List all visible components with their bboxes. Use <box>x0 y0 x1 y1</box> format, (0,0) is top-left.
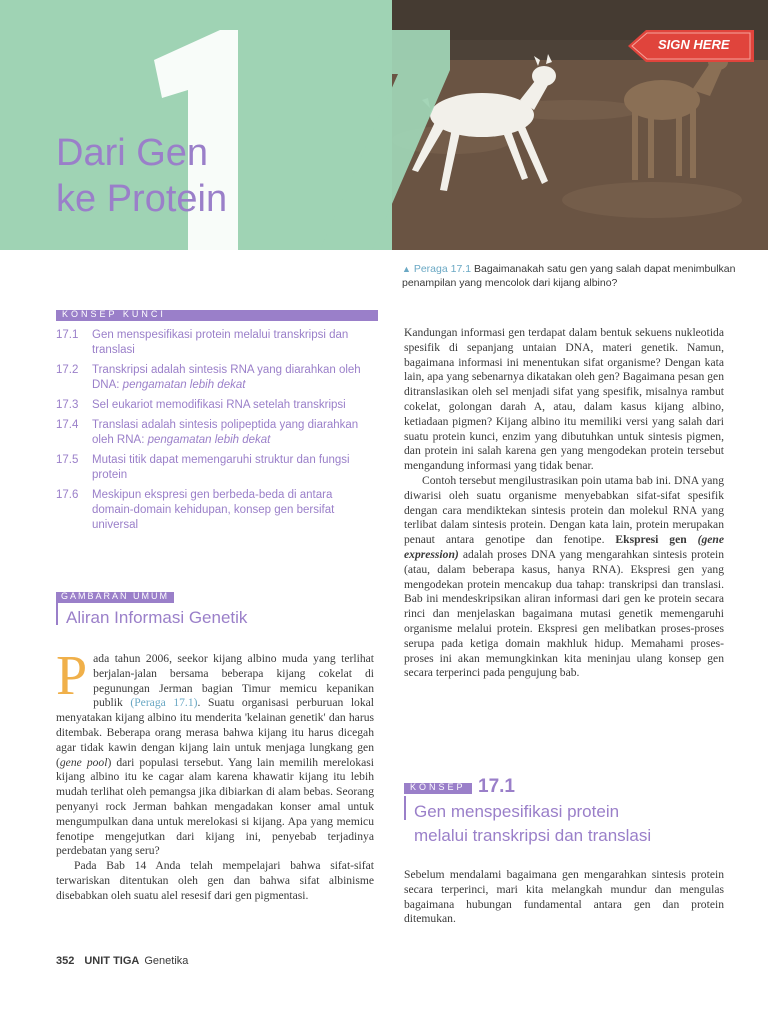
concept-item[interactable] <box>56 418 376 448</box>
concept-text: Meskipun ekspresi gen berbeda-beda di antara domain-domain kehidupan, konsep gen bersifat universal <box>92 489 335 531</box>
konsep-text: Sebelum mendalami bagaimana gen mengarahkan sintesis protein secara terperinci, mari kita melangkah mundur dan mengulas bagaimana hubungan fundamental antara gen dan protein ditemukan. <box>404 868 724 926</box>
key-concepts-list <box>56 328 376 538</box>
concept-text: Transkripsi adalah sintesis RNA yang diarahkan oleh DNA: <box>92 364 361 391</box>
overview-bar <box>56 592 174 603</box>
sign-here-tab[interactable] <box>628 30 754 62</box>
left-p1-text-a: ada tahun 2006, seekor kijang albino muda yang terlihat berjalan-jalan bersama beberapa kijang cokelat di pegunungan Jerman bagian Timur memicu kepanikan publik <box>93 652 374 710</box>
concept-text: Gen menspesifikasi protein melalui transkripsi dan translasi <box>92 329 349 356</box>
concept-item[interactable] <box>56 488 376 533</box>
concept-item[interactable] <box>56 398 376 413</box>
konsep-number: 17.1 <box>478 776 515 797</box>
left-p1-text-c: ) dari populasi tersebut. Yang lain memilih merelokasi kijang albino itu ke cagar alam karena khawatir kijang itu lebih mudah terlihat oleh pemangsa jika dibiarkan di alam bebas. Seorang penyanyi rock Jerman bahkan mengadakan konser amal untuk mengumpulkan dana untuk merelokasi si kijang. Apa yang memicu fenotipe mengejutkan dari kijang ini, penyebab terjadinya perdebatan yang seru? <box>56 755 374 858</box>
konsep-title-line2: melalui transkripsi dan translasi <box>414 826 652 845</box>
right-p2-bold: Ekspresi gen <box>615 533 687 547</box>
overview-rule <box>56 603 58 625</box>
concept-number: 17.1 <box>56 329 79 341</box>
right-paragraph-1: Kandungan informasi gen terdapat dalam bentuk sekuens nukleotida spesifik di sepanjang untaian DNA, materi genetik. Namun, bagaimana informasi ini menentukan sifat organisme? Dengan kata lain, apa yang sebenarnya dikatakan oleh gen? Bagaimana pesan gen ditranslasikan oleh sel menjadi sifat yang spesifik, misalnya rambut cokelat, golongan darah A, atau, dalam kasus kijang albino, ketiadaan pigmen? Kijang albino itu memiliki versi yang salah dari suatu protein kunci, enzim yang dibutuhkan untuk sintesis pigmen, dan protein ini salah karena gen yang mengodekan protein tersebut mengandung informasi yang tidak benar. <box>404 326 724 473</box>
right-p2-term: (gene expression) <box>404 533 725 561</box>
chapter-title-line2: ke Protein <box>56 178 228 220</box>
concept-emphasis: pengamatan lebih dekat <box>122 379 246 391</box>
figure-caption <box>402 262 742 290</box>
caption-figure-ref[interactable]: Peraga 17.1 <box>413 263 472 275</box>
konsep-kunci-label: KONSEP KUNCI <box>62 309 166 319</box>
konsep-title-line1: Gen menspesifikasi protein <box>414 802 620 821</box>
concept-item[interactable] <box>56 363 376 393</box>
concept-text: Mutasi titik dapat memengaruhi struktur dan fungsi protein <box>92 454 350 481</box>
right-p2-text-b: adalah proses DNA yang mengarahkan sintesis protein (atau, dalam beberapa kasus, hanya RNA). Ekspresi gen yang mengodekan protein mencakup dua tahap: transkripsi dan translasi. Bab ini mendeskripsikan aliran informasi dari gen ke protein secara rinci dan menjelaskan bagaimana mutasi genetik memengaruhi organisme melalui protein. Ekspresi gen melibatkan proses-proses serupa pada ketiga domain makhluk hidup. Memahami proses-proses ini akan memungkinkan kita meninjau ulang konsep gen secara terperinci pada pengujung bab. <box>404 547 724 680</box>
konsep-bar <box>404 783 472 794</box>
concept-number: 17.4 <box>56 419 79 431</box>
page-footer <box>56 955 188 967</box>
chapter-title <box>56 130 227 222</box>
right-paragraph-2 <box>404 474 724 681</box>
left-p1-text-b: . Suatu organisasi perburuan lokal menyatakan kijang albino itu menderita 'kelainan genetik' dan harus ditembak. Beberapa orang merasa bahwa kijang itu harus dicegah agar tidak kawin dengan kijang lain untuk menjaga lungkang gen ( <box>56 696 375 769</box>
triangle-marker-icon: ▲ <box>402 264 411 274</box>
right-p2-text-a: Contoh tersebut mengilustrasikan poin utama bab ini. DNA yang diwarisi oleh suatu organisme menyebabkan sifat-sifat spesifik dengan cara mendiktekan sintesis protein dan molekul RNA yang terlibat dalam sintesis protein. Dengan kata lain, protein merupakan penaut antara genotipe dan fenotipe. <box>404 473 724 547</box>
overview-label: GAMBARAN UMUM <box>61 591 170 601</box>
concept-number: 17.3 <box>56 399 79 411</box>
left-paragraph-2: Pada Bab 14 Anda telah mempelajari bahwa sifat-sifat terwariskan ditentukan oleh gen dan bahwa sifat albinisme disebabkan oleh suatu alel resesif dari gen pigmentasi. <box>56 859 374 902</box>
dropcap-letter: P <box>56 645 88 707</box>
left-paragraph-1 <box>56 645 375 859</box>
concept-emphasis: pengamatan lebih dekat <box>147 434 271 446</box>
subject-label: Genetika <box>144 955 189 967</box>
concept-text: Translasi adalah sintesis polipeptida yang diarahkan oleh RNA: <box>92 419 359 446</box>
figure-ref-link[interactable]: (Peraga 17.1) <box>130 696 198 710</box>
unit-label: UNIT TIGA <box>84 955 140 967</box>
concept-item[interactable] <box>56 453 376 483</box>
page-number: 352 <box>56 955 75 967</box>
left-body-text <box>56 645 375 904</box>
concept-item[interactable] <box>56 328 376 358</box>
concept-number: 17.6 <box>56 489 79 501</box>
left-p1-emphasis: gene pool <box>59 755 108 769</box>
konsep-label: KONSEP <box>410 782 466 792</box>
overview-title: Aliran Informasi Genetik <box>66 608 248 627</box>
sign-here-label: SIGN HERE <box>658 37 730 52</box>
right-body-text <box>404 326 724 681</box>
konsep-kunci-bar <box>56 310 378 321</box>
concept-text: Sel eukariot memodifikasi RNA setelah transkripsi <box>92 399 346 411</box>
caption-text: Bagaimanakah satu gen yang salah dapat menimbulkan penampilan yang mencolok dari kijang albino? <box>402 263 736 289</box>
chapter-title-line1: Dari Gen <box>56 132 209 174</box>
concept-number: 17.2 <box>56 364 79 376</box>
konsep-rule <box>404 796 406 820</box>
concept-number: 17.5 <box>56 454 79 466</box>
konsep-title <box>414 800 744 848</box>
